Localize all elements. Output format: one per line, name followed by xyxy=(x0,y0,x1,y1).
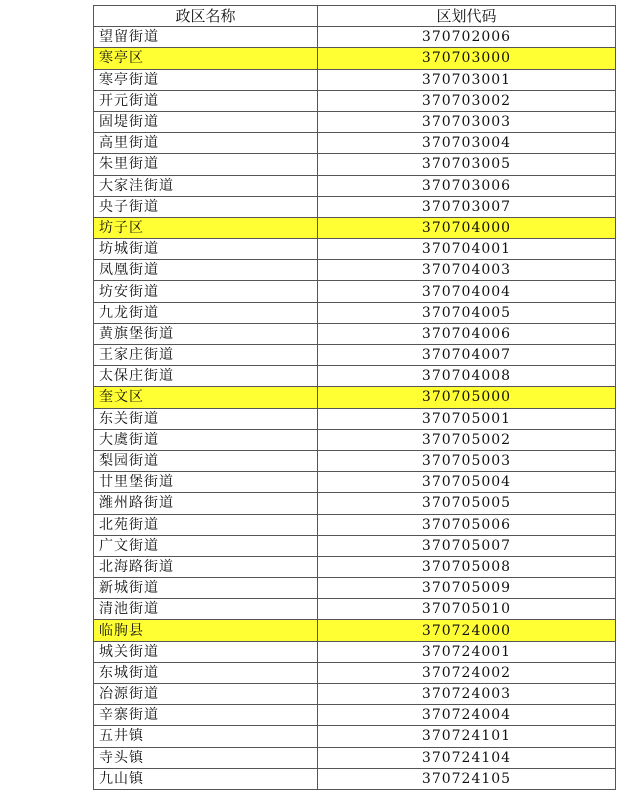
division-name-cell: 梨园街道 xyxy=(94,450,318,471)
table-row xyxy=(94,281,616,302)
division-name-cell: 潍州路街道 xyxy=(94,493,318,514)
division-code-cell: 370703002 xyxy=(318,90,616,111)
division-code-cell: 370724001 xyxy=(318,641,616,662)
division-code-cell: 370705001 xyxy=(318,408,616,429)
division-name-cell: 临朐县 xyxy=(94,620,318,641)
division-name-cell: 辛寨街道 xyxy=(94,705,318,726)
division-code-cell: 370703001 xyxy=(318,69,616,90)
division-code-cell: 370724101 xyxy=(318,726,616,747)
division-code-cell: 370705009 xyxy=(318,578,616,599)
division-name-cell: 朱里街道 xyxy=(94,154,318,175)
division-code-cell: 370704008 xyxy=(318,366,616,387)
table-row xyxy=(94,450,616,471)
table-row xyxy=(94,111,616,132)
table-row xyxy=(94,768,616,789)
table-header-row xyxy=(94,6,616,27)
division-name-cell: 北苑街道 xyxy=(94,514,318,535)
table-row xyxy=(94,599,616,620)
division-code-cell: 370705005 xyxy=(318,493,616,514)
header-code: 区划代码 xyxy=(318,6,616,27)
division-code-cell: 370705002 xyxy=(318,429,616,450)
division-code-cell: 370724105 xyxy=(318,768,616,789)
division-code-cell: 370724004 xyxy=(318,705,616,726)
district-row xyxy=(94,217,616,238)
division-code-cell: 370705010 xyxy=(318,599,616,620)
division-name-cell: 冶源街道 xyxy=(94,684,318,705)
division-code-cell: 370704006 xyxy=(318,323,616,344)
table-row xyxy=(94,408,616,429)
division-name-cell: 新城街道 xyxy=(94,578,318,599)
table-row xyxy=(94,239,616,260)
division-name-cell: 王家庄街道 xyxy=(94,345,318,366)
division-name-cell: 九龙街道 xyxy=(94,302,318,323)
division-name-cell: 东城街道 xyxy=(94,662,318,683)
table-row xyxy=(94,175,616,196)
division-name-cell: 寒亭街道 xyxy=(94,69,318,90)
division-name-cell: 广文街道 xyxy=(94,535,318,556)
division-name-cell: 城关街道 xyxy=(94,641,318,662)
table-row xyxy=(94,133,616,154)
division-code-cell: 370705003 xyxy=(318,450,616,471)
district-row xyxy=(94,620,616,641)
division-code-cell: 370702006 xyxy=(318,27,616,48)
table-row xyxy=(94,472,616,493)
table-row xyxy=(94,705,616,726)
division-name-cell: 寺头镇 xyxy=(94,747,318,768)
table-row xyxy=(94,196,616,217)
division-code-cell: 370703006 xyxy=(318,175,616,196)
division-name-cell: 凤凰街道 xyxy=(94,260,318,281)
table-row xyxy=(94,302,616,323)
division-code-cell: 370703007 xyxy=(318,196,616,217)
division-code-cell: 370704004 xyxy=(318,281,616,302)
table-row xyxy=(94,556,616,577)
table-row xyxy=(94,662,616,683)
table-row xyxy=(94,345,616,366)
division-code-cell: 370705007 xyxy=(318,535,616,556)
division-code-cell: 370705004 xyxy=(318,472,616,493)
division-name-cell: 清池街道 xyxy=(94,599,318,620)
division-code-cell: 370703000 xyxy=(318,48,616,69)
division-name-cell: 坊安街道 xyxy=(94,281,318,302)
header-name: 政区名称 xyxy=(94,6,318,27)
table-body xyxy=(94,27,616,790)
division-name-cell: 北海路街道 xyxy=(94,556,318,577)
table-row xyxy=(94,260,616,281)
table-row xyxy=(94,535,616,556)
division-name-cell: 奎文区 xyxy=(94,387,318,408)
division-name-cell: 寒亭区 xyxy=(94,48,318,69)
division-name-cell: 东关街道 xyxy=(94,408,318,429)
division-code-cell: 370705006 xyxy=(318,514,616,535)
division-code-cell: 370703003 xyxy=(318,111,616,132)
table-row xyxy=(94,323,616,344)
division-name-cell: 太保庄街道 xyxy=(94,366,318,387)
division-name-cell: 央子街道 xyxy=(94,196,318,217)
division-code-cell: 370703005 xyxy=(318,154,616,175)
division-name-cell: 坊城街道 xyxy=(94,239,318,260)
table-row xyxy=(94,578,616,599)
division-code-cell: 370724000 xyxy=(318,620,616,641)
division-code-cell: 370724003 xyxy=(318,684,616,705)
table-row xyxy=(94,27,616,48)
division-code-cell: 370705008 xyxy=(318,556,616,577)
division-name-cell: 开元街道 xyxy=(94,90,318,111)
division-code-cell: 370704003 xyxy=(318,260,616,281)
table-row xyxy=(94,726,616,747)
division-name-cell: 高里街道 xyxy=(94,133,318,154)
division-name-cell: 大家洼街道 xyxy=(94,175,318,196)
division-code-cell: 370703004 xyxy=(318,133,616,154)
division-code-cell: 370704005 xyxy=(318,302,616,323)
table-row xyxy=(94,493,616,514)
division-code-cell: 370724104 xyxy=(318,747,616,768)
division-code-table-container xyxy=(93,5,615,790)
table-row xyxy=(94,429,616,450)
division-name-cell: 望留街道 xyxy=(94,27,318,48)
division-name-cell: 黄旗堡街道 xyxy=(94,323,318,344)
division-name-cell: 五井镇 xyxy=(94,726,318,747)
table-row xyxy=(94,747,616,768)
division-name-cell: 廿里堡街道 xyxy=(94,472,318,493)
division-code-cell: 370705000 xyxy=(318,387,616,408)
table-row xyxy=(94,641,616,662)
district-row xyxy=(94,387,616,408)
table-row xyxy=(94,154,616,175)
division-code-cell: 370724002 xyxy=(318,662,616,683)
table-row xyxy=(94,90,616,111)
division-code-table xyxy=(93,5,616,790)
division-code-cell: 370704000 xyxy=(318,217,616,238)
table-row xyxy=(94,684,616,705)
district-row xyxy=(94,48,616,69)
division-name-cell: 坊子区 xyxy=(94,217,318,238)
table-row xyxy=(94,69,616,90)
division-code-cell: 370704001 xyxy=(318,239,616,260)
division-code-cell: 370704007 xyxy=(318,345,616,366)
division-name-cell: 固堤街道 xyxy=(94,111,318,132)
division-name-cell: 九山镇 xyxy=(94,768,318,789)
division-name-cell: 大虞街道 xyxy=(94,429,318,450)
table-row xyxy=(94,366,616,387)
table-row xyxy=(94,514,616,535)
